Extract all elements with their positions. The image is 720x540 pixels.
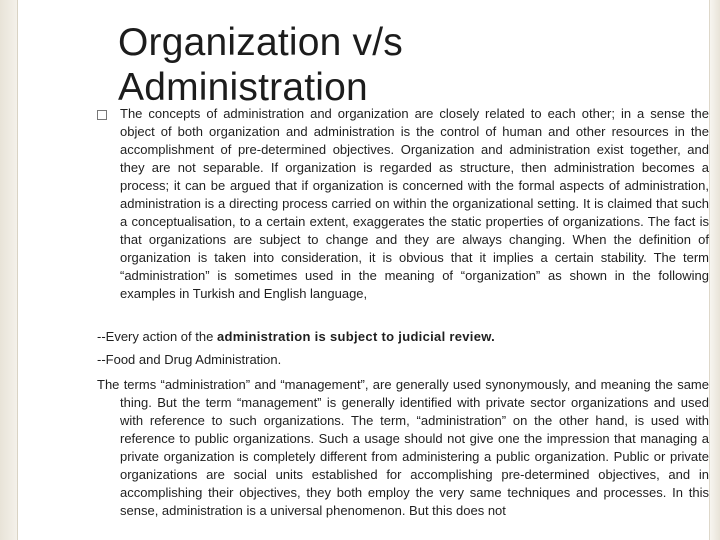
slide-frame-rule-left <box>17 0 18 540</box>
paragraph-administration-management-text: The terms “administration” and “management”, are generally used synonymously, and meaning the same thing. But the term “management” is generally identified with private sector organizations and used with reference to such organizations. The term, “administration” on the other hand, is used with reference to public organizations. Such a usage should not give one the impression that managing a private organization is completely different from administering a public organization. Public or private organizations are social units established for accomplishing pre-determined objectives, and in accomplishing their objectives, they both employ the very same techniques and processes. In this sense, administration is a universal phenomenon. But this does not <box>97 377 709 518</box>
example-prefix: --Every action of the <box>97 329 217 344</box>
paragraph-administration-management <box>97 376 709 520</box>
bullet-box-icon <box>97 110 107 120</box>
paragraph-organization-administration: The concepts of administration and organization are closely related to each other; in a sense the object of both organization and administration is the control of human and other resources in the accomplishment of pre-determined objectives. Organization and administration exist together, and they are not separable. If organization is regarded as structure, then administration becomes a process; it can be argued that if organization is concerned with the formal aspects of administration, administration is a directing process carried on within the organizational setting. It is claimed that such a conceptualisation, to a certain extent, exaggerates the static properties of organizations. The fact is that organizations are subject to change and they are always changing. When the definition of organization is taken into consideration, it is obvious that it implies a certain stability. The term “administration” is sometimes used in the meaning of “organization” as shown in the following examples in Turkish and English language, <box>120 106 709 301</box>
slide-frame-rule-right <box>709 0 710 540</box>
example-food-drug: --Food and Drug Administration. <box>97 352 282 367</box>
slide-frame-right <box>710 0 720 540</box>
slide-title: Organization v/s Administration <box>118 21 403 109</box>
example-judicial-review <box>97 328 495 346</box>
slide-frame-left <box>0 0 17 540</box>
example-bold-text: administration is subject to judicial review. <box>216 329 496 344</box>
